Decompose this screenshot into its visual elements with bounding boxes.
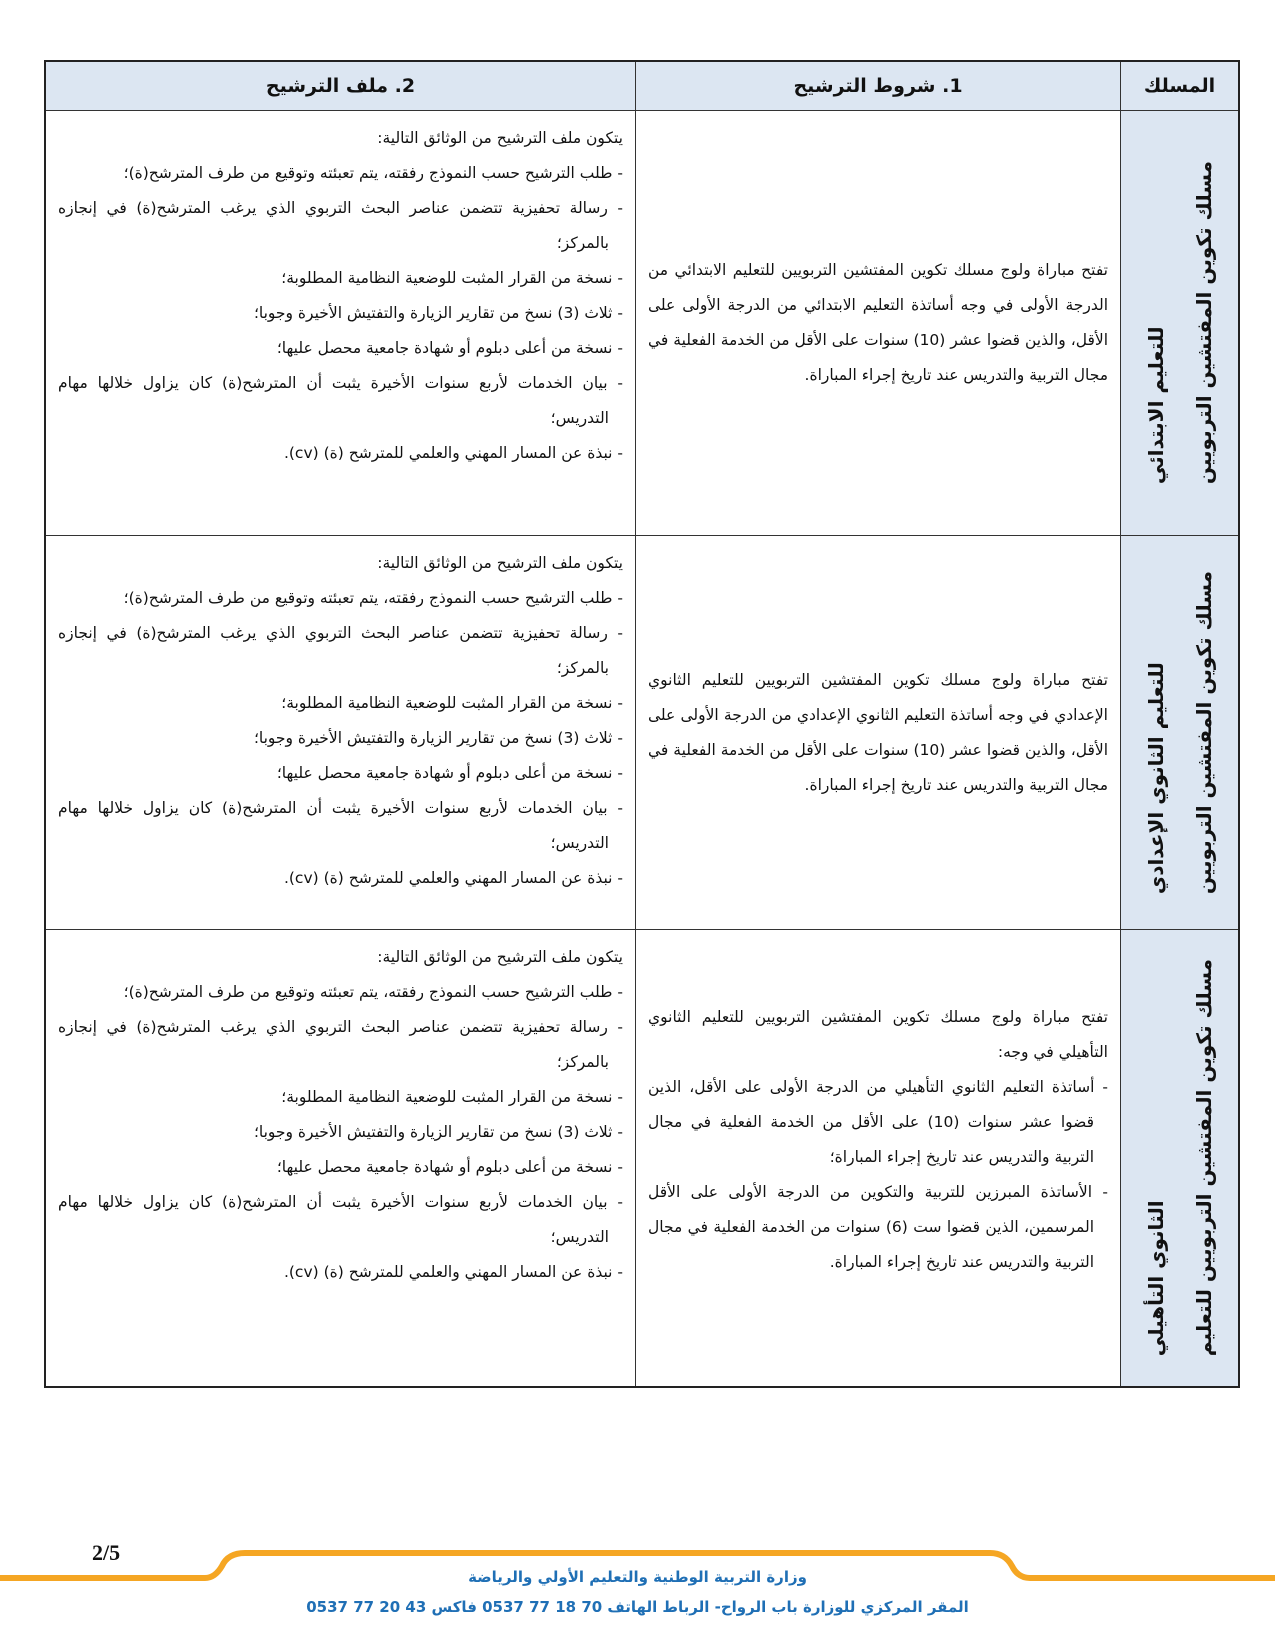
docs-item: - بيان الخدمات لأربع سنوات الأخيرة يثبت أن المترشح(ة) كان يزاول خلالها مهام التدريس؛ xyxy=(58,799,623,852)
file-cell xyxy=(46,111,635,535)
conditions-cell xyxy=(635,930,1120,1386)
docs-item: - نسخة من القرار المثبت للوضعية النظامية المطلوبة؛ xyxy=(281,694,623,712)
docs-item: - نسخة من أعلى دبلوم أو شهادة جامعية محصل عليها؛ xyxy=(276,1158,623,1176)
docs-item: - بيان الخدمات لأربع سنوات الأخيرة يثبت أن المترشح(ة) كان يزاول خلالها مهام التدريس؛ xyxy=(58,1193,623,1246)
conditions-cell xyxy=(635,111,1120,535)
docs-item: - طلب الترشيح حسب النموذج رفقته، يتم تعبئته وتوقيع من طرف المترشح(ة)؛ xyxy=(123,983,623,1001)
docs-item: - رسالة تحفيزية تتضمن عناصر البحث التربوي الذي يرغب المترشح(ة) في إنجازه بالمركز؛ xyxy=(58,199,623,252)
footer-ministry: وزارة التربية الوطنية والتعليم الأولي والرياضة xyxy=(468,1568,807,1586)
docs-intro: يتكون ملف الترشيح من الوثائق التالية: xyxy=(377,948,623,966)
docs-item: - نبذة عن المسار المهني والعلمي للمترشح (ة) (cv). xyxy=(283,869,623,887)
candidacy-table xyxy=(44,60,1240,1388)
conditions-text: تفتح مباراة ولوج مسلك تكوين المفتشين التربويين للتعليم الابتدائي من الدرجة الأولى في وجه أساتذة التعليم الابتدائي من الدرجة الأولى على الأقل، والذين قضوا عشر (10) سنوات على الأقل من الخدمة الفعلية في مجال التربية والتدريس عند تاريخ إجراء المباراة. xyxy=(648,261,1109,384)
track-name-line-1: مسلك تكوين المفتشين التربويين للتعليم xyxy=(1191,959,1216,1357)
header-file: 2. ملف الترشيح xyxy=(265,75,416,97)
docs-item: - بيان الخدمات لأربع سنوات الأخيرة يثبت أن المترشح(ة) كان يزاول خلالها مهام التدريس؛ xyxy=(58,374,623,427)
docs-item: - طلب الترشيح حسب النموذج رفقته، يتم تعبئته وتوقيع من طرف المترشح(ة)؛ xyxy=(123,589,623,607)
docs-item: - طلب الترشيح حسب النموذج رفقته، يتم تعبئته وتوقيع من طرف المترشح(ة)؛ xyxy=(123,164,623,182)
docs-item: - ثلاث (3) نسخ من تقارير الزيارة والتفتيش الأخيرة وجوبا؛ xyxy=(253,304,623,322)
docs-item: - رسالة تحفيزية تتضمن عناصر البحث التربوي الذي يرغب المترشح(ة) في إنجازه بالمركز؛ xyxy=(58,1018,623,1071)
docs-item: - نسخة من أعلى دبلوم أو شهادة جامعية محصل عليها؛ xyxy=(276,764,623,782)
track-name-line-2: للتعليم الابتدائي xyxy=(1143,326,1168,485)
conditions-cell xyxy=(635,536,1120,929)
track-cell xyxy=(1120,111,1238,535)
conditions-item: - الأساتذة المبرزين للتربية والتكوين من الدرجة الأولى على الأقل المرسمين، الذين قضوا ست (6) سنوات من الخدمة الفعلية في مجال التربية والتدريس عند تاريخ إجراء المباراة. xyxy=(648,1183,1108,1271)
footer-address: المقر المركزي للوزارة باب الرواح- الرباط الهاتف 70 18 77 0537 فاكس 43 20 77 0537 xyxy=(306,1598,969,1616)
table-row xyxy=(46,930,1238,1386)
docs-item: - نبذة عن المسار المهني والعلمي للمترشح (ة) (cv). xyxy=(283,444,623,462)
track-name-line-2: للتعليم الثانوي الإعدادي xyxy=(1143,662,1168,895)
header-track: المسلك xyxy=(1143,75,1216,97)
docs-item: - رسالة تحفيزية تتضمن عناصر البحث التربوي الذي يرغب المترشح(ة) في إنجازه بالمركز؛ xyxy=(58,624,623,677)
table-header xyxy=(46,62,1238,111)
track-cell xyxy=(1120,536,1238,929)
track-name-line-2: الثانوي التأهيلي xyxy=(1143,1200,1168,1357)
file-cell xyxy=(46,930,635,1386)
docs-item: - نسخة من القرار المثبت للوضعية النظامية المطلوبة؛ xyxy=(281,1088,623,1106)
table-row xyxy=(46,536,1238,930)
conditions-text: تفتح مباراة ولوج مسلك تكوين المفتشين التربويين للتعليم الثانوي التأهيلي في وجه: xyxy=(648,1008,1108,1061)
docs-item: - نسخة من القرار المثبت للوضعية النظامية المطلوبة؛ xyxy=(281,269,623,287)
docs-item: - نبذة عن المسار المهني والعلمي للمترشح (ة) (cv). xyxy=(283,1263,623,1281)
docs-intro: يتكون ملف الترشيح من الوثائق التالية: xyxy=(377,554,623,572)
header-conditions: 1. شروط الترشيح xyxy=(793,75,963,97)
page-number: 2/5 xyxy=(92,1540,121,1565)
docs-item: - ثلاث (3) نسخ من تقارير الزيارة والتفتيش الأخيرة وجوبا؛ xyxy=(253,1123,623,1141)
track-name-line-1: مسلك تكوين المفتشين التربويين xyxy=(1191,570,1216,895)
track-cell xyxy=(1120,930,1238,1386)
file-cell xyxy=(46,536,635,929)
track-name-line-1: مسلك تكوين المفتشين التربويين xyxy=(1191,161,1216,485)
docs-item: - ثلاث (3) نسخ من تقارير الزيارة والتفتيش الأخيرة وجوبا؛ xyxy=(253,729,623,747)
docs-intro: يتكون ملف الترشيح من الوثائق التالية: xyxy=(377,129,623,147)
conditions-item: - أساتذة التعليم الثانوي التأهيلي من الدرجة الأولى على الأقل، الذين قضوا عشر سنوات (10) على الأقل من الخدمة الفعلية في مجال التربية والتدريس عند تاريخ إجراء المباراة؛ xyxy=(648,1078,1108,1166)
docs-item: - نسخة من أعلى دبلوم أو شهادة جامعية محصل عليها؛ xyxy=(276,339,623,357)
conditions-text: تفتح مباراة ولوج مسلك تكوين المفتشين التربويين للتعليم الثانوي الإعدادي في وجه أساتذة التعليم الثانوي الإعدادي من الدرجة الأولى على الأقل، والذين قضوا عشر (10) سنوات على الأقل من الخدمة الفعلية في مجال التربية والتدريس عند تاريخ إجراء المباراة. xyxy=(648,670,1109,794)
table-row xyxy=(46,111,1238,536)
